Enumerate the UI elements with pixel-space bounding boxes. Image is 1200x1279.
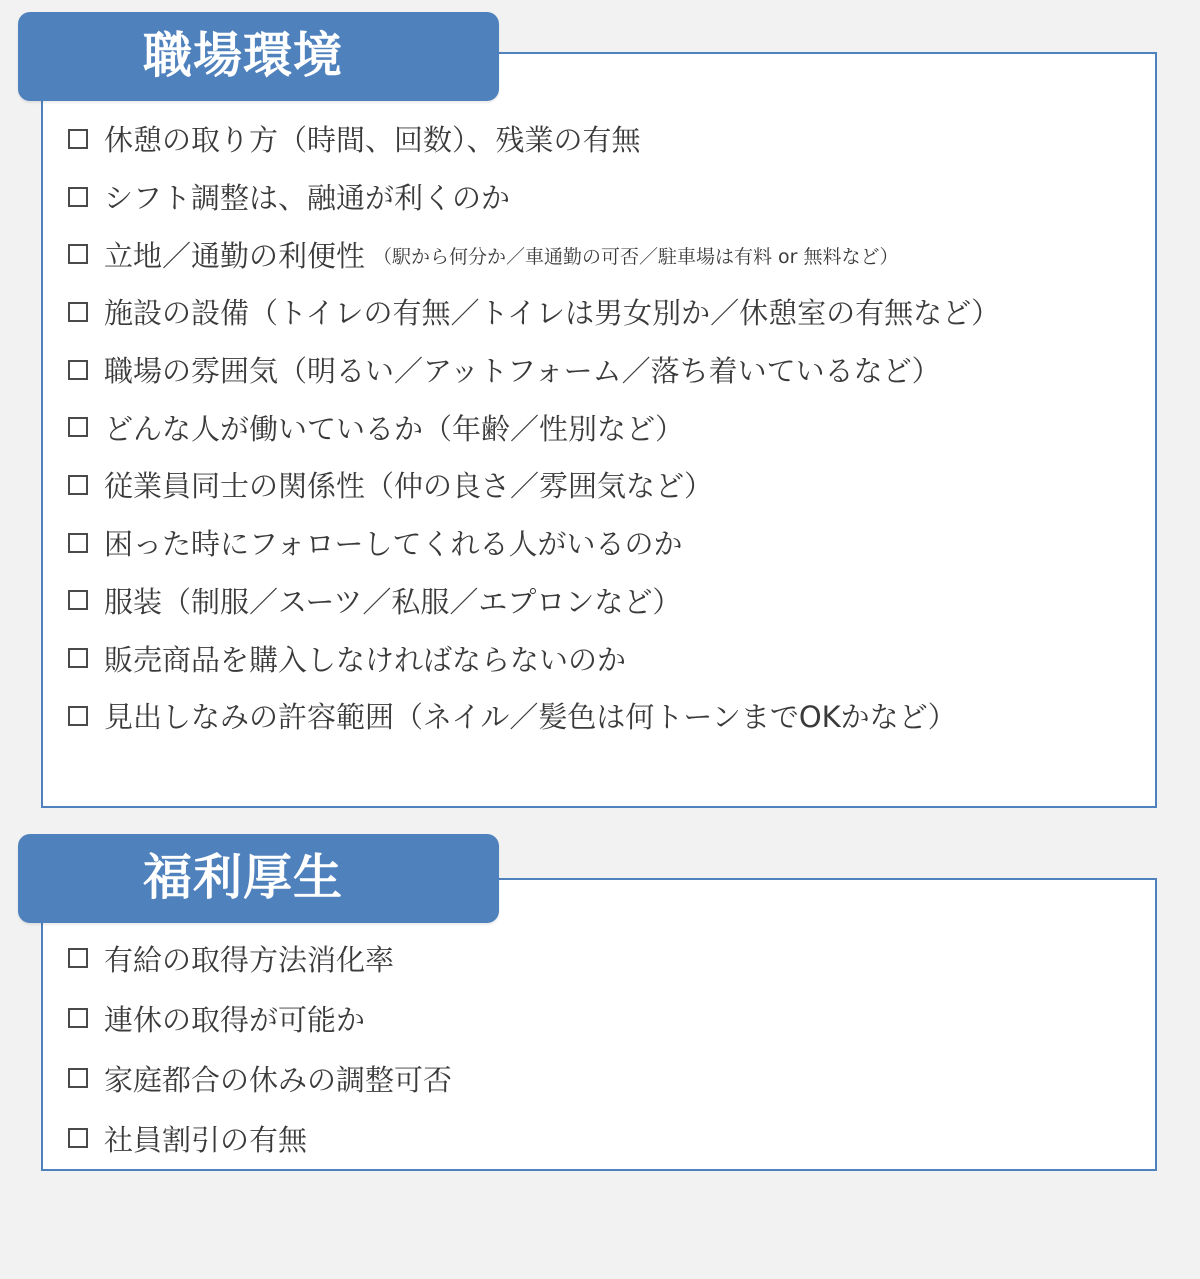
checklist-item [68,341,1000,399]
checklist [68,928,452,1168]
checklist-item-label: 施設の設備（トイレの有無／トイレは男女別か／休憩室の有無など） [104,296,1001,331]
checklist-item [68,398,1000,456]
checklist [68,110,1000,745]
checkbox-icon[interactable] [68,706,88,726]
checklist-item-label: 困った時にフォローしてくれる人がいるのか [104,527,683,562]
checklist-item [68,687,1000,745]
checkbox-icon[interactable] [68,244,88,264]
checkbox-icon[interactable] [68,187,88,207]
checklist-item-label: 販売商品を購入しなければならないのか [104,642,627,677]
checklist-item-label: 有給の取得方法消化率 [104,942,395,977]
checkbox-icon[interactable] [68,1068,88,1088]
checklist-item-label: どんな人が働いているか（年齢／性別など） [104,411,685,446]
checklist-item-label: 服装（制服／スーツ／私服／エプロンなど） [104,584,682,619]
checklist-item [68,283,1000,341]
checkbox-icon[interactable] [68,948,88,968]
checklist-item [68,1048,452,1108]
checklist-item [68,1108,452,1168]
checklist-item [68,168,1000,226]
checklist-item [68,225,1000,283]
checklist-item [68,514,1000,572]
checklist-item [68,572,1000,630]
checkbox-icon[interactable] [68,129,88,149]
checklist-item-label: 立地／通勤の利便性 [104,238,366,273]
checklist-item-label: 社員割引の有無 [104,1122,308,1157]
checkbox-icon[interactable] [68,1008,88,1028]
section-workplace-environment [0,12,1200,808]
checkbox-icon[interactable] [68,475,88,495]
checklist-item-label: 家庭都合の休みの調整可否 [104,1062,453,1097]
checkbox-icon[interactable] [68,648,88,668]
checklist-item-note: （駅から何分か／車通勤の可否／駐車場は有料 or 無料など） [373,245,899,268]
checklist-item [68,928,452,988]
section-title: 職場環境 [143,27,344,84]
checklist-item [68,456,1000,514]
checklist-item-label: 連休の取得が可能か [104,1002,366,1037]
checklist-item [68,110,1000,168]
section-benefits [0,834,1200,1172]
checklist-item [68,629,1000,687]
section-header-tab [18,834,499,923]
checkbox-icon[interactable] [68,533,88,553]
checklist-item-label: 従業員同士の関係性（仲の良さ／雰囲気など） [104,469,714,504]
checkbox-icon[interactable] [68,360,88,380]
checklist-item [68,988,452,1048]
checklist-item-label: 職場の雰囲気（明るい／アットフォーム／落ち着いているなど） [104,354,941,389]
checkbox-icon[interactable] [68,590,88,610]
checkbox-icon[interactable] [68,1128,88,1148]
checkbox-icon[interactable] [68,302,88,322]
checklist-item-label: シフト調整は、融通が利くのか [104,181,511,216]
checklist-item-label: 休憩の取り方（時間、回数）、残業の有無 [104,123,641,158]
section-header-tab [18,12,499,101]
checklist-item-label: 見出しなみの許容範囲（ネイル／髪色は何トーンまでOKかなど） [104,700,957,735]
checkbox-icon[interactable] [68,417,88,437]
section-title: 福利厚生 [143,849,344,906]
